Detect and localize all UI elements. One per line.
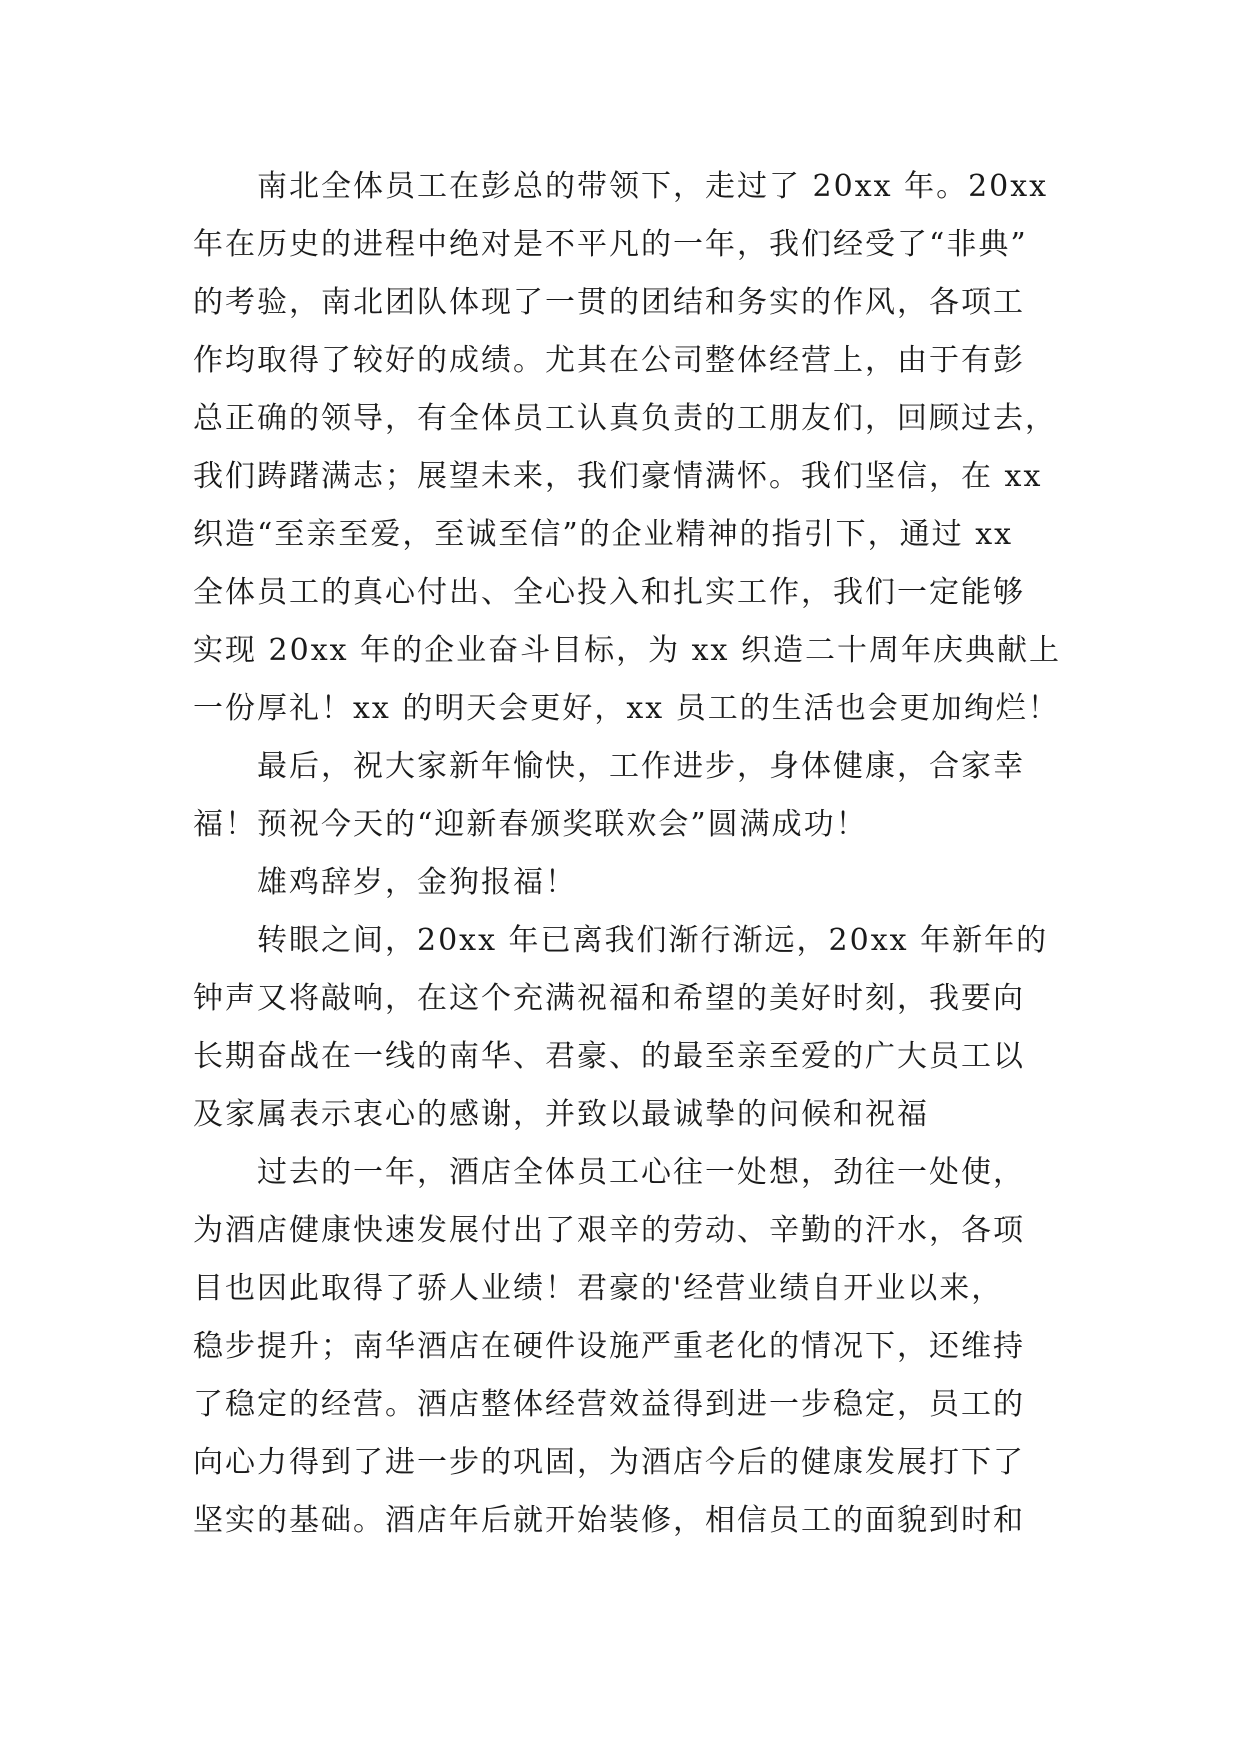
paragraph-line: 我们踌躇满志；展望未来，我们豪情满怀。我们坚信，在 xx [193,459,1043,494]
paragraph-line: 南北全体员工在彭总的带领下，走过了 20xx 年。20xx [257,169,1049,204]
paragraph-line: 长期奋战在一线的南华、君豪、的最至亲至爱的广大员工以 [193,1039,1025,1074]
paragraph-line: 向心力得到了进一步的巩固，为酒店今后的健康发展打下了 [193,1445,1025,1480]
paragraph-line: 目也因此取得了骄人业绩！君豪的'经营业绩自开业以来， [193,1271,1004,1306]
paragraph-line: 作均取得了较好的成绩。尤其在公司整体经营上，由于有彭 [193,343,1025,378]
paragraph-line: 织造“至亲至爱，至诚至信”的企业精神的指引下，通过 xx [193,517,1014,552]
paragraph-line: 年在历史的进程中绝对是不平凡的一年，我们经受了“非典” [193,227,1028,262]
paragraph-line: 稳步提升；南华酒店在硬件设施严重老化的情况下，还维持 [193,1329,1025,1364]
paragraph-line: 坚实的基础。酒店年后就开始装修，相信员工的面貌到时和 [193,1503,1025,1538]
paragraph-line: 福！预祝今天的“迎新春颁奖联欢会”圆满成功！ [193,807,868,842]
paragraph-line: 为酒店健康快速发展付出了艰辛的劳动、辛勤的汗水，各项 [193,1213,1025,1248]
paragraph-line: 转眼之间，20xx 年已离我们渐行渐远，20xx 年新年的 [257,923,1049,958]
paragraph-line: 雄鸡辞岁，金狗报福！ [257,865,577,900]
paragraph-line: 总正确的领导，有全体员工认真负责的工朋友们，回顾过去， [193,401,1057,436]
paragraph-line: 过去的一年，酒店全体员工心往一处想，劲往一处使， [257,1155,1025,1190]
paragraph-line: 的考验，南北团队体现了一贯的团结和务实的作风，各项工 [193,285,1025,320]
paragraph-line: 钟声又将敲响，在这个充满祝福和希望的美好时刻，我要向 [193,981,1025,1016]
body-text [193,158,1061,1550]
paragraph-line: 一份厚礼！xx 的明天会更好，xx 员工的生活也会更加绚烂！ [193,691,1060,726]
paragraph-line: 全体员工的真心付出、全心投入和扎实工作，我们一定能够 [193,575,1025,610]
paragraph-line: 及家属表示衷心的感谢，并致以最诚挚的问候和祝福 [193,1097,929,1132]
paragraph-line: 实现 20xx 年的企业奋斗目标，为 xx 织造二十周年庆典献上 [193,633,1061,668]
paragraph-line: 了稳定的经营。酒店整体经营效益得到进一步稳定，员工的 [193,1387,1025,1422]
paragraph-line: 最后，祝大家新年愉快，工作进步，身体健康，合家幸 [257,749,1025,784]
